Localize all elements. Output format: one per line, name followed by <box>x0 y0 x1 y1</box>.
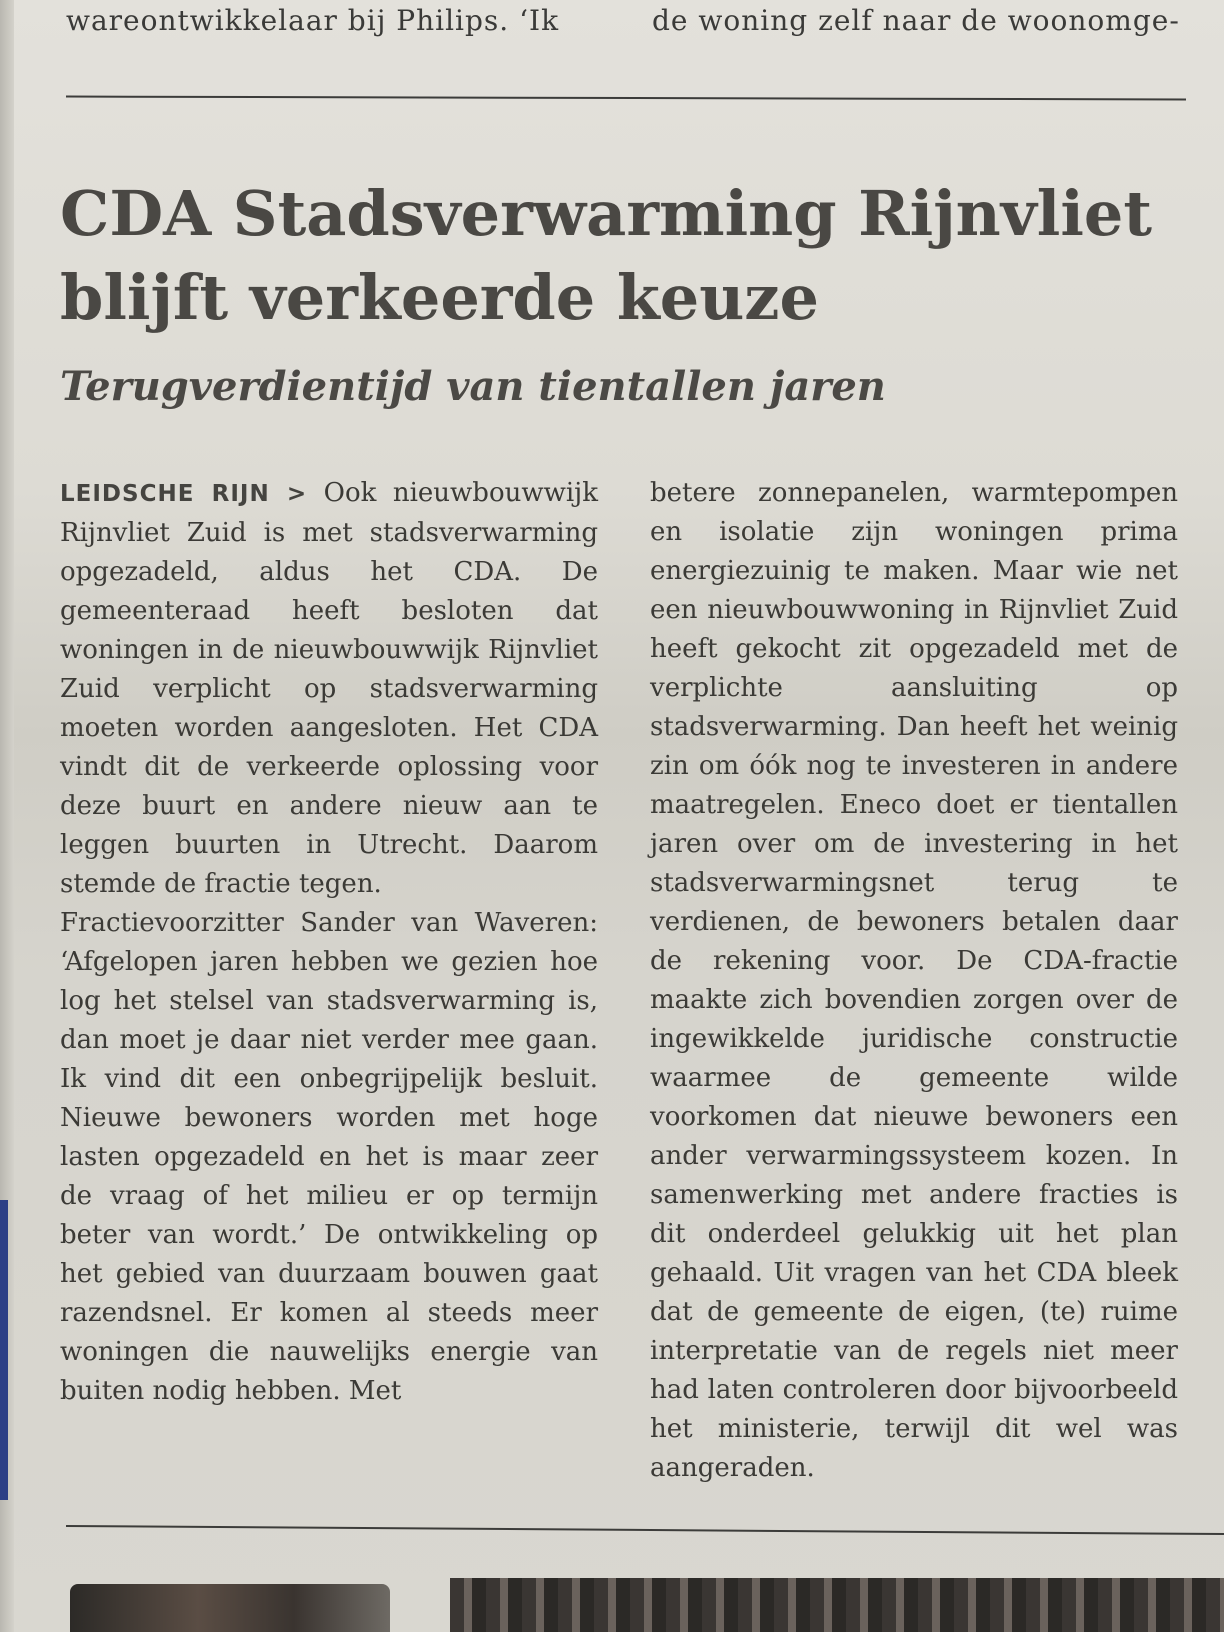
lead-paragraph <box>60 474 598 904</box>
photo-right <box>450 1578 1224 1632</box>
body-paragraph-right: betere zonnepanelen, warmtepompen en isolatie zijn woningen prima energiezuinig te maken. Maar wie net een nieuwbouwwoning in Rijnvliet Zuid heeft gekocht zit opgezadeld met de verplichte aansluiting op stadsverwarming. Dan heeft het weinig zin om óók nog te investeren in andere maatregelen. Eneco doet er tientallen jaren over om de investering in het stadsverwarmingsnet terug te verdienen, de bewoners betalen daar de rekening voor. De CDA-fractie maakte zich bovendien zorgen over de ingewikkelde juridische constructie waarmee de gemeente wilde voorkomen dat nieuwe bewoners een ander verwarmingssysteem kozen. In samenwerking met andere fracties is dit onderdeel gelukkig uit het plan gehaald. Uit vragen van het CDA bleek dat de gemeente de eigen, (te) ruime interpretatie van de regels niet meer had laten controleren door bijvoorbeeld het ministerie, terwijl dit wel was aangeraden. <box>650 478 1178 1483</box>
article-column-left <box>60 474 598 1411</box>
photo-left <box>70 1584 390 1632</box>
dateline: LEIDSCHE RIJN > <box>60 481 308 507</box>
article-headline: CDA Stadsverwarming Rijnvliet blijft verkeerde keuze <box>60 177 1152 334</box>
adjacent-page-edge <box>0 1200 8 1500</box>
previous-article-left-line: wareontwikkelaar bij Philips. ‘Ik <box>66 4 560 37</box>
article-subhead: Terugverdientijd van tientallen jaren <box>60 363 886 410</box>
body-paragraph: Fractievoorzitter Sander van Waveren: ‘Afgelopen jaren hebben we gezien hoe log het stelsel van stadsverwarming is, dan moet je daar niet verder mee gaan. Ik vind dit een onbegrijpelijk besluit. Nieuwe bewoners worden met hoge lasten opgezadeld en het is maar zeer de vraag of het milieu er op termijn beter van wordt.’ De ontwikkeling op het gebied van duurzaam bouwen gaat razendsnel. Er komen al steeds meer woningen die nauwelijks energie van buiten nodig hebben. Met <box>60 908 598 1406</box>
previous-article-right-line: de woning zelf naar de woonomge- <box>652 4 1180 37</box>
next-article-photos <box>70 1578 1224 1632</box>
article-column-right <box>650 474 1178 1488</box>
lead-text: Ook nieuwbouwwijk Rijnvliet Zuid is met stadsverwarming opgezadeld, aldus het CDA. De gemeenteraad heeft besloten dat woningen in de nieuwbouwwijk Rijnvliet Zuid verplicht op stadsverwarming moeten worden aangesloten. Het CDA vindt dit de verkeerde oplossing voor deze buurt en andere nieuw aan te leggen buurten in Utrecht. Daarom stemde de fractie tegen. <box>60 478 598 899</box>
